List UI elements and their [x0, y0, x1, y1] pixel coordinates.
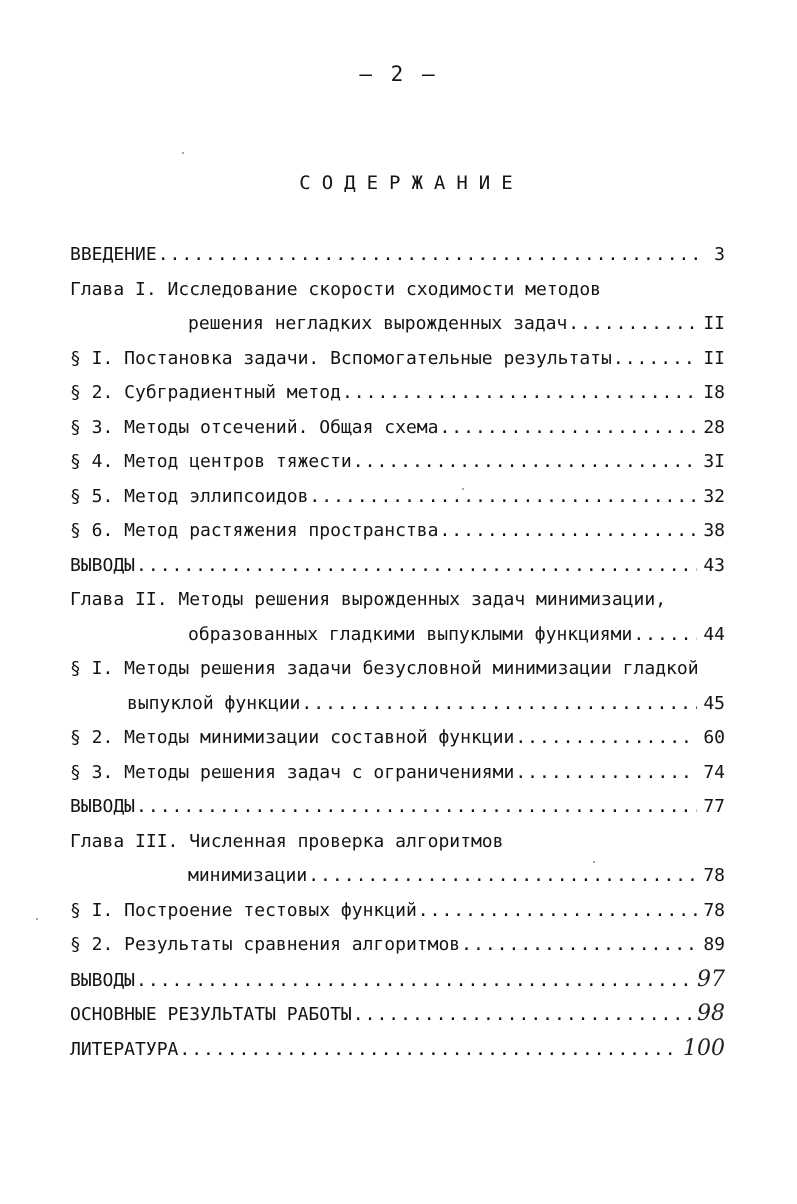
- leader-dots: [136, 549, 697, 584]
- toc-entry-label: Глава II. Методы решения вырожденных задач минимизации,: [70, 589, 667, 610]
- toc-chapter-2-heading-cont: [70, 618, 725, 653]
- toc-entry-label: § 2. Методы минимизации составной функции: [70, 727, 515, 748]
- leader-dots: [136, 790, 697, 825]
- leader-dots: [515, 721, 697, 756]
- toc-entry-page: 45: [703, 692, 725, 714]
- toc-entry-page: 43: [703, 554, 725, 576]
- scan-speck: [36, 918, 38, 920]
- toc-entry-page: II: [703, 313, 725, 334]
- leader-dots: [309, 480, 697, 515]
- table-of-contents: [70, 238, 725, 1066]
- toc-entry-label: минимизации: [188, 865, 308, 886]
- toc-entry-label: § 6. Метод растяжения пространства: [70, 520, 439, 541]
- toc-entry-bibliography: [70, 1032, 725, 1067]
- toc-entry-3-1: [70, 894, 725, 929]
- toc-entry-label: § 2. Субградиентный метод: [70, 382, 341, 403]
- toc-entry-label: ВЫВОДЫ: [70, 796, 136, 817]
- toc-entry-page-handwritten: 100: [683, 1035, 725, 1061]
- toc-entry-label: § 5. Метод эллипсоидов: [70, 485, 309, 507]
- toc-entry-1-1: [70, 342, 725, 377]
- toc-entry-label: § 3. Методы отсечений. Общая схема: [70, 416, 439, 438]
- toc-entry-page-handwritten: 98: [697, 1001, 725, 1026]
- leader-dots: [353, 998, 693, 1033]
- toc-entry-conclusions-2: [70, 790, 725, 825]
- toc-chapter-2-heading: [70, 583, 725, 618]
- scan-speck: [593, 861, 595, 863]
- toc-entry-1-2: [70, 376, 725, 411]
- toc-entry-page: 78: [703, 899, 725, 921]
- toc-entry-1-4: [70, 445, 725, 480]
- toc-entry-label: § I. Построение тестовых функций: [70, 899, 417, 921]
- toc-entry-label: ВВЕДЕНИЕ: [70, 244, 157, 265]
- toc-entry-page: 3: [714, 244, 725, 265]
- leader-dots: [439, 411, 697, 446]
- scan-speck: [182, 152, 184, 154]
- toc-entry-label: решения негладких вырожденных задач: [188, 313, 568, 334]
- leader-dots: [353, 445, 697, 480]
- toc-entry-page: I8: [703, 382, 725, 403]
- toc-entry-label: § I. Методы решения задачи безусловной минимизации гладкой: [70, 658, 699, 679]
- toc-entry-page: 38: [703, 520, 725, 541]
- leader-dots: [613, 342, 697, 377]
- leader-dots: [568, 307, 697, 342]
- toc-entry-label: § I. Постановка задачи. Вспомогательные результаты: [70, 347, 612, 369]
- toc-entry-label: ВЫВОДЫ: [70, 969, 136, 991]
- page-number: – 2 –: [359, 62, 438, 86]
- toc-entry-page: 77: [703, 796, 725, 817]
- scan-speck: [462, 488, 464, 490]
- toc-entry-page: 78: [703, 865, 725, 886]
- toc-entry-label: Глава III. Численная проверка алгоритмов: [70, 830, 504, 852]
- toc-entry-page: 60: [703, 727, 725, 748]
- toc-entry-label: ЛИТЕРАТУРА: [70, 1038, 179, 1060]
- leader-dots: [136, 964, 693, 999]
- leader-dots: [418, 894, 697, 929]
- toc-entry-page-handwritten: 97: [697, 966, 725, 992]
- leader-dots: [301, 687, 697, 722]
- leader-dots: [308, 859, 697, 894]
- toc-entry-main-results: [70, 997, 725, 1032]
- toc-title: СОДЕРЖАНИЕ: [299, 172, 524, 194]
- toc-entry-label: образованных гладкими выпуклыми функциями: [188, 623, 633, 645]
- toc-chapter-3-heading-cont: [70, 859, 725, 894]
- toc-entry-1-3: [70, 411, 725, 446]
- leader-dots: [158, 238, 697, 273]
- leader-dots: [461, 928, 697, 963]
- leader-dots: [342, 376, 697, 411]
- toc-entry-label: ОСНОВНЫЕ РЕЗУЛЬТАТЫ РАБОТЫ: [70, 1004, 352, 1025]
- toc-chapter-3-heading: [70, 825, 725, 860]
- toc-entry-2-2: [70, 721, 725, 756]
- toc-entry-2-1-cont: [70, 687, 725, 722]
- toc-entry-label: § 3. Методы решения задач с ограничениями: [70, 761, 515, 783]
- toc-entry-label: Глава I. Исследование скорости сходимости методов: [70, 278, 602, 300]
- toc-entry-page: 3I: [703, 451, 725, 472]
- toc-entry-1-6: [70, 514, 725, 549]
- toc-entry-page: 74: [703, 761, 725, 783]
- leader-dots: [633, 618, 697, 653]
- toc-entry-conclusions-1: [70, 549, 725, 584]
- toc-entry-2-1: [70, 652, 725, 687]
- toc-entry-label: § 2. Результаты сравнения алгоритмов: [70, 934, 461, 955]
- toc-entry-label: § 4. Метод центров тяжести: [70, 451, 352, 472]
- toc-entry-2-3: [70, 756, 725, 791]
- toc-entry-introduction: [70, 238, 725, 273]
- leader-dots: [515, 756, 697, 791]
- toc-chapter-1-heading: [70, 273, 725, 308]
- toc-entry-label: выпуклой функции: [127, 692, 301, 714]
- toc-entry-page: 44: [703, 623, 725, 645]
- toc-entry-3-2: [70, 928, 725, 963]
- toc-chapter-1-heading-cont: [70, 307, 725, 342]
- toc-entry-page: II: [703, 347, 725, 369]
- leader-dots: [179, 1033, 679, 1068]
- toc-entry-label: ВЫВОДЫ: [70, 554, 136, 576]
- toc-entry-page: 89: [703, 934, 725, 955]
- toc-entry-page: 28: [703, 416, 725, 438]
- leader-dots: [439, 514, 697, 549]
- toc-entry-conclusions-3: [70, 963, 725, 998]
- toc-entry-page: 32: [703, 485, 725, 507]
- toc-entry-1-5: [70, 480, 725, 515]
